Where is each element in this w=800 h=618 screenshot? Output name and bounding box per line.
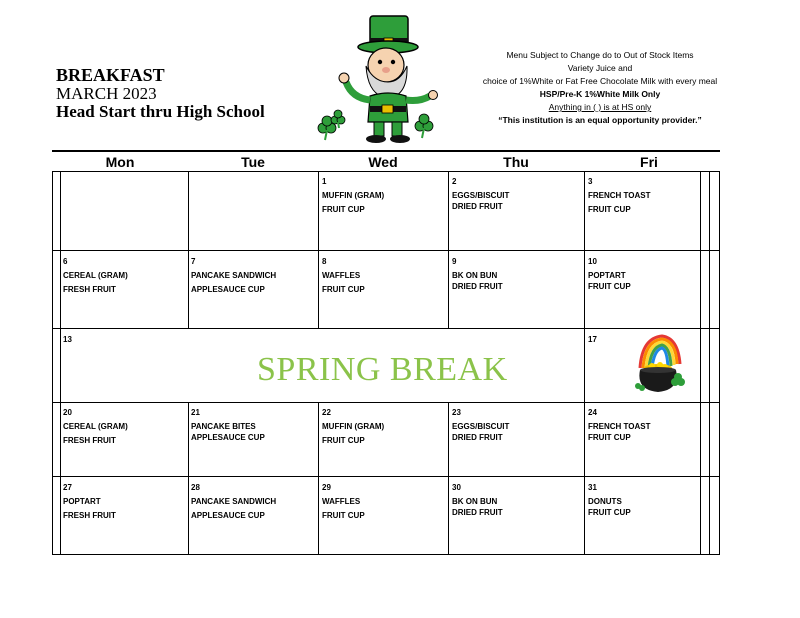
calendar-grid — [52, 150, 720, 560]
menu-item: FRUIT CUP — [322, 285, 365, 294]
day-number: 1 — [322, 177, 327, 186]
menu-item: FRENCH TOAST — [588, 422, 651, 431]
menu-item: FRESH FRUIT — [63, 511, 116, 520]
row-divider — [52, 250, 720, 251]
day-cell-mon-27 — [63, 482, 116, 521]
column-divider — [719, 171, 720, 555]
column-divider — [584, 171, 585, 555]
menu-item: APPLESAUCE CUP — [191, 433, 265, 442]
day-cell-wed-1 — [322, 176, 384, 215]
menu-item: PANCAKE SANDWICH — [191, 271, 277, 280]
day-cell-wed-8 — [322, 256, 365, 295]
column-divider — [188, 171, 189, 329]
column-divider — [709, 171, 710, 555]
day-cell-tue-28 — [191, 482, 276, 521]
day-header-wed: Wed — [368, 154, 398, 170]
day-number: 6 — [63, 257, 68, 266]
menu-item: DRIED FRUIT — [452, 508, 503, 517]
menu-item: DRIED FRUIT — [452, 282, 503, 291]
note-juice: Variety Juice and — [567, 63, 633, 73]
menu-item: FRUIT CUP — [322, 436, 365, 445]
leprechaun-illustration — [308, 10, 448, 150]
day-number: 24 — [588, 408, 597, 417]
menu-item: FRUIT CUP — [588, 433, 631, 442]
column-divider — [52, 171, 53, 555]
day-number: 10 — [588, 257, 597, 266]
menu-item: FRUIT CUP — [588, 205, 631, 214]
note-prek-milk: HSP/Pre-K 1%White Milk Only — [539, 89, 661, 99]
menu-item: FRUIT CUP — [588, 282, 631, 291]
menu-item: FRESH FRUIT — [63, 285, 116, 294]
column-divider — [188, 402, 189, 555]
menu-item: FRESH FRUIT — [63, 436, 116, 445]
column-divider — [318, 171, 319, 329]
menu-item: FRUIT CUP — [322, 511, 365, 520]
note-equal-opportunity: “This institution is an equal opportunity provider.” — [498, 115, 702, 125]
note-milk: choice of 1%White or Fat Free Chocolate Milk with every meal — [482, 76, 718, 86]
day-header-tue: Tue — [241, 154, 265, 170]
pot-of-gold-icon — [630, 332, 686, 394]
day-number: 27 — [63, 483, 72, 492]
menu-item: MUFFIN (GRAM) — [322, 191, 385, 200]
menu-grades: Head Start thru High School — [56, 101, 265, 121]
day-header-thu: Thu — [503, 154, 529, 170]
day-number: 28 — [191, 483, 200, 492]
menu-title: BREAKFAST — [56, 65, 165, 85]
day-header-fri: Fri — [640, 154, 658, 170]
day-cell-thu-2 — [452, 176, 509, 212]
day-cell-mon-20 — [63, 407, 128, 446]
note-substitution: Menu Subject to Change do to Out of Stock Items — [506, 50, 694, 60]
menu-item: DONUTS — [588, 497, 622, 506]
day-cell-fri-10 — [588, 256, 631, 292]
day-cell-wed-29 — [322, 482, 365, 521]
day-cell-thu-23 — [452, 407, 509, 443]
menu-item: FRUIT CUP — [588, 508, 631, 517]
day-number: 17 — [588, 335, 597, 344]
day-cell-tue-7 — [191, 256, 276, 295]
menu-item: PANCAKE SANDWICH — [191, 497, 277, 506]
row-divider — [52, 554, 720, 555]
menu-item: WAFFLES — [322, 271, 361, 280]
day-number: 9 — [452, 257, 457, 266]
day-header-mon: Mon — [105, 154, 135, 170]
column-divider — [318, 402, 319, 555]
menu-item: APPLESAUCE CUP — [191, 511, 265, 520]
column-divider — [448, 171, 449, 329]
day-number: 7 — [191, 257, 196, 266]
spring-break-banner: SPRING BREAK — [257, 351, 508, 388]
title-block — [56, 66, 265, 121]
menu-item: CEREAL (GRAM) — [63, 271, 128, 280]
row-divider — [52, 402, 720, 403]
day-number: 13 — [63, 335, 72, 344]
day-number: 23 — [452, 408, 461, 417]
column-divider — [60, 171, 61, 555]
menu-item: FRENCH TOAST — [588, 191, 651, 200]
menu-item: EGGS/BISCUIT — [452, 422, 510, 431]
day-number: 30 — [452, 483, 461, 492]
menu-item: PANCAKE BITES — [191, 422, 256, 431]
day-cell-mon-6 — [63, 256, 128, 295]
day-cell-wed-22 — [322, 407, 384, 446]
menu-item: MUFFIN (GRAM) — [322, 422, 385, 431]
menu-item: BK ON BUN — [452, 271, 498, 280]
day-number: 3 — [588, 177, 593, 186]
header-rule — [52, 150, 720, 152]
menu-item: DRIED FRUIT — [452, 202, 503, 211]
day-number: 2 — [452, 177, 457, 186]
day-cell-tue-21 — [191, 407, 265, 443]
row-divider — [52, 476, 720, 477]
menu-item: POPTART — [588, 271, 626, 280]
column-divider — [700, 171, 701, 555]
day-cell-mon-13 — [63, 334, 72, 348]
day-cell-fri-31 — [588, 482, 631, 518]
menu-item: DRIED FRUIT — [452, 433, 503, 442]
day-number: 8 — [322, 257, 327, 266]
menu-item: WAFFLES — [322, 497, 361, 506]
day-number: 29 — [322, 483, 331, 492]
day-cell-fri-3 — [588, 176, 651, 215]
day-cell-thu-30 — [452, 482, 503, 518]
menu-item: CEREAL (GRAM) — [63, 422, 128, 431]
menu-item: EGGS/BISCUIT — [452, 191, 510, 200]
row-divider — [52, 171, 720, 172]
note-hs-only: Anything in ( ) is at HS only — [548, 102, 652, 112]
day-number: 31 — [588, 483, 597, 492]
column-divider — [448, 402, 449, 555]
day-number: 20 — [63, 408, 72, 417]
menu-notes — [455, 49, 745, 127]
menu-item: POPTART — [63, 497, 101, 506]
row-divider — [52, 328, 720, 329]
day-cell-thu-9 — [452, 256, 503, 292]
menu-item: FRUIT CUP — [322, 205, 365, 214]
menu-item: APPLESAUCE CUP — [191, 285, 265, 294]
day-number: 22 — [322, 408, 331, 417]
day-cell-fri-24 — [588, 407, 651, 443]
day-number: 21 — [191, 408, 200, 417]
menu-item: BK ON BUN — [452, 497, 498, 506]
menu-month: MARCH 2023 — [56, 83, 157, 103]
day-cell-fri-17 — [588, 334, 597, 348]
